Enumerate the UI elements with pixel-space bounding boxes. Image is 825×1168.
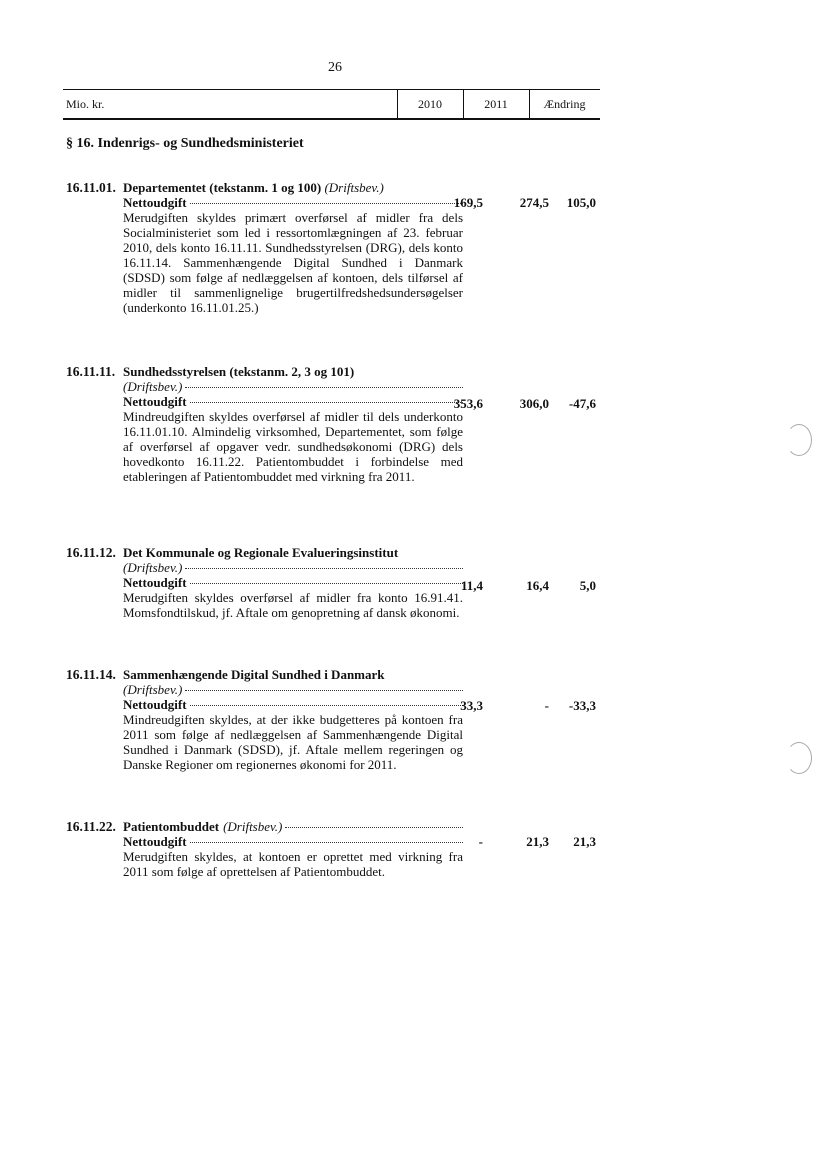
scan-mark bbox=[786, 424, 812, 456]
account-number: 16.11.14. bbox=[66, 667, 116, 682]
account-description: Merudgiften skyldes overførsel af midler fra konto 16.91.41. Momsfondtilskud, jf. Aftale om genopretning af dansk økonomi. bbox=[123, 590, 463, 620]
ministry-heading: § 16. Indenrigs- og Sundhedsministeriet bbox=[66, 136, 304, 151]
account-description: Merudgiften skyldes primært overførsel af midler fra dels Socialministeriet som led i ressortomlægningen af 23. februar 2010, dels konto 16.11.11. Sundhedsstyrelsen (DRG), dels konto 16.11.14. Sammenhængende Digital Sundhed i Danmark (SDSD) som følge af nedlæggelsen af kontoen, dels tilførsel af midler til sammenlignelige brugertilfredshedsundersøgelser (underkonto 16.11.01.25.) bbox=[123, 210, 463, 315]
amount-change: 105,0 bbox=[566, 195, 596, 210]
amount-2011: - bbox=[544, 698, 549, 713]
account-title: Sundhedsstyrelsen (tekstanm. 2, 3 og 101) bbox=[123, 364, 355, 379]
account-description: Mindreudgiften skyldes overførsel af midler til dels underkonto 16.11.01.10. Almindelig virksomhed, Departementet, som følge af overførsel af opgaver vedr. sundhedsøkonomi (DRG) dels hovedkonto 16.11.22. Patientombuddet i forbindelse med etableringen af Patientombuddet med virkning fra 2011. bbox=[123, 409, 463, 484]
page-number: 26 bbox=[328, 60, 342, 75]
amount-change: -47,6 bbox=[568, 396, 596, 411]
account-title: Patientombuddet bbox=[123, 819, 220, 834]
net-expense-label: Nettoudgift bbox=[123, 834, 187, 849]
account-note-line bbox=[123, 682, 463, 697]
table-header-top-rule bbox=[63, 89, 600, 90]
account-title bbox=[123, 180, 463, 195]
dot-leader bbox=[185, 387, 463, 388]
account-number: 16.11.22. bbox=[66, 819, 116, 834]
header-unit-label: Mio. kr. bbox=[66, 97, 105, 111]
account-body bbox=[123, 819, 463, 879]
amount-2010: 169,5 bbox=[453, 195, 483, 210]
account-number: 16.11.11. bbox=[66, 364, 116, 379]
account-number: 16.11.12. bbox=[66, 545, 116, 560]
dot-leader bbox=[185, 690, 463, 691]
account-note: (Driftsbev.) bbox=[123, 379, 183, 394]
amount-2011: 274,5 bbox=[519, 195, 549, 210]
net-expense-line bbox=[123, 697, 463, 712]
account-note: (Driftsbev.) bbox=[223, 819, 283, 834]
net-expense-line bbox=[123, 834, 463, 849]
header-col-aendring: Ændring bbox=[543, 97, 586, 111]
account-number: 16.11.01. bbox=[66, 180, 116, 195]
account-title-line bbox=[123, 819, 463, 834]
account-note-line bbox=[123, 560, 463, 575]
dot-leader bbox=[185, 568, 463, 569]
account-body bbox=[123, 180, 463, 315]
account-note: (Driftsbev.) bbox=[324, 180, 384, 195]
account-description: Merudgiften skyldes, at kontoen er oprettet med virkning fra 2011 som følge af oprettelsen af Patientombuddet. bbox=[123, 849, 463, 879]
amount-2010: 11,4 bbox=[460, 578, 483, 593]
header-col-2010: 2010 bbox=[418, 97, 442, 111]
account-title: Det Kommunale og Regionale Evalueringsinstitut bbox=[123, 545, 399, 560]
net-expense-line bbox=[123, 195, 463, 210]
account-note-line bbox=[123, 379, 463, 394]
net-expense-label: Nettoudgift bbox=[123, 575, 187, 590]
account-body bbox=[123, 667, 463, 772]
amount-change: 5,0 bbox=[579, 578, 596, 593]
amount-2010: 33,3 bbox=[460, 698, 483, 713]
account-title-text: Departementet (tekstanm. 1 og 100) bbox=[123, 180, 322, 195]
dot-leader bbox=[285, 827, 463, 828]
net-expense-line bbox=[123, 575, 463, 590]
account-note: (Driftsbev.) bbox=[123, 560, 183, 575]
scan-mark bbox=[786, 742, 812, 774]
amount-2011: 21,3 bbox=[526, 834, 549, 849]
amount-2011: 306,0 bbox=[519, 396, 549, 411]
account-body bbox=[123, 364, 463, 484]
table-header-bottom-rule bbox=[63, 118, 600, 120]
account-description: Mindreudgiften skyldes, at der ikke budgetteres på kontoen fra 2011 som følge af nedlæggelsen af Sammenhængende Digital Sundhed i Danmark (SDSD), jf. Aftale mellem regeringen og Danske Regioner om regionernes økonomi for 2011. bbox=[123, 712, 463, 772]
account-title: Sammenhængende Digital Sundhed i Danmark bbox=[123, 667, 385, 682]
amount-2010: - bbox=[478, 834, 483, 849]
net-expense-label: Nettoudgift bbox=[123, 195, 187, 210]
net-expense-label: Nettoudgift bbox=[123, 394, 187, 409]
amount-2011: 16,4 bbox=[526, 578, 549, 593]
net-expense-label: Nettoudgift bbox=[123, 697, 187, 712]
header-col-2011: 2011 bbox=[484, 97, 508, 111]
amount-change: 21,3 bbox=[573, 834, 596, 849]
account-body bbox=[123, 545, 463, 620]
amount-change: -33,3 bbox=[568, 698, 596, 713]
amount-2010: 353,6 bbox=[453, 396, 483, 411]
account-note: (Driftsbev.) bbox=[123, 682, 183, 697]
net-expense-line bbox=[123, 394, 463, 409]
